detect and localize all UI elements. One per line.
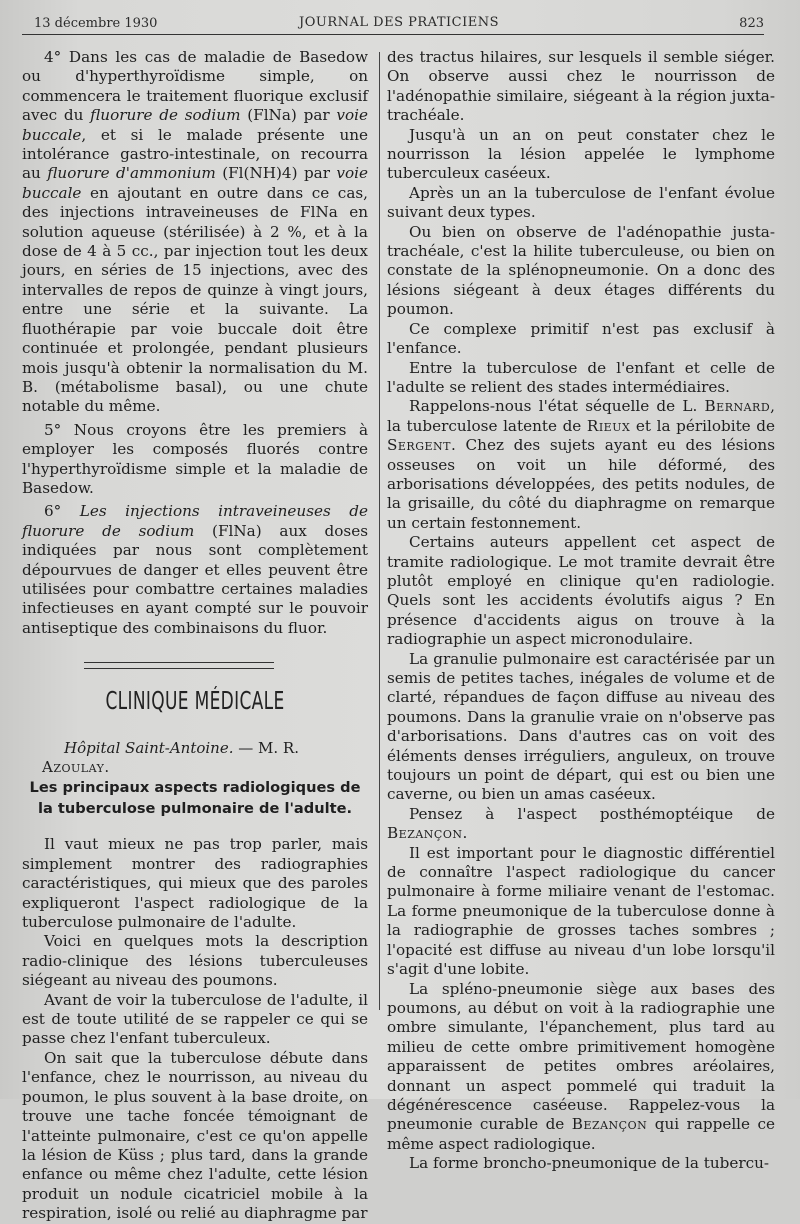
article-paragraph-11: Certains auteurs appellent cet aspect de tramite radiologique. Le mot tramite devrait être plutôt employé en clinique qu'en radiologie. Quels sont les accidents évolutifs aigus ? En présence d'accidents aigus on trouve à la radiographie un aspect micronodulaire. bbox=[387, 533, 775, 649]
article-paragraph-2: Voici en quelques mots la description radio-clinique des lésions tuberculeuses siégeant au niveau des poumons. bbox=[22, 932, 368, 990]
article-paragraph-5: Jusqu'à un an on peut constater chez le nourrisson la lésion appelée le lymphome tuberculeux caséeux. bbox=[387, 125, 775, 183]
section-title: CLINIQUE MÉDICALE bbox=[105, 686, 285, 716]
hospital-line: Hôpital Saint-Antoine. — M. R. Azoulay. bbox=[42, 738, 299, 776]
article-paragraph-3: Avant de voir la tuberculose de l'adulte, il est de toute utilité de se rappeler ce qui se passe chez l'enfant tuberculeux. bbox=[22, 990, 368, 1048]
paragraph-6: 6° Les injections intraveineuses de fluorure de sodium (FlNa) aux doses indiquées par nous sont complètement dépourvues de danger et elles peuvent être utilisées pour combattre certaines maladies infectieuses en ayant compté sur le pouvoir antiseptique des combinaisons du fluor. bbox=[22, 502, 368, 637]
header-rule bbox=[22, 34, 764, 35]
article-paragraph-15: La spléno-pneumonie siège aux bases des poumons, au début on voit à la radiographie une ombre simulante, l'épanchement, plus tard au milieu de cette ombre primitivement homogène apparaissent de petites ombres aréolaires, donnant un aspect pommelé qui traduit la dégénérescence caséeuse. Rappelez-vous la pneumonie curable de Bezançon qui rappelle ce même aspect radiologique. bbox=[387, 979, 775, 1153]
article-paragraph-10: Rappelons-nous l'état séquelle de L. Bernard, la tuberculose latente de Rieux et la périlobite de Sergent. Chez des sujets ayant eu des lésions osseuses on voit un hile déformé, des arborisations développées, des petits nodules, de la grisaille, du côté du diaphragme on remarque un certain festonnement. bbox=[387, 397, 775, 532]
article-paragraph-12: La granulie pulmonaire est caractérisée par un semis de petites taches, inégales de volume et de clarté, répandues de façon diffuse au niveau des poumons. Dans la granulie vraie on n'observe pas d'arborisations. Dans d'autres cas on voit des éléments denses irréguliers, anguleux, on trouve toujours un point de départ, qui est ou bien une caverne, ou bien un amas caséeux. bbox=[387, 649, 775, 804]
paragraph-4: 4° Dans les cas de maladie de Basedow ou d'hyperthyroïdisme simple, on commencera le traitement fluorique exclusif avec du fluorure de sodium (FlNa) par voie buccale, et si le malade présente une intolérance gastro-intestinale, on recourra au fluorure d'ammonium (Fl(NH)4) par voie buccale en ajoutant en outre dans ce cas, des injections intraveineuses de FlNa en solution aqueuse (stérilisée) à 2 %, et à la dose de 4 à 5 cc., par injection tout les deux jours, en séries de 15 injections, avec des intervalles de repos de quinze à vingt jours, entre une série et la suivante. La fluothérapie par voie buccale doit être continuée et prolongée, pendant plusieurs mois jusqu'à obtenir la normalisation du M. B. (métabolisme basal), ou une chute notable du même. bbox=[22, 48, 368, 416]
article-paragraph-13: Pensez à l'aspect posthémoptéique de Bezançon. bbox=[387, 804, 775, 843]
article-paragraph-1: Il vaut mieux ne pas trop parler, mais simplement montrer des radiographies caractéristiques, qui mieux que des paroles expliqueront l'aspect radiologique de la tuberculose pulmonaire de l'adulte. bbox=[22, 835, 368, 932]
article-paragraph-continued: des tractus hilaires, sur lesquels il semble siéger. On observe aussi chez le nourrisson de l'adénopathie similaire, siégeant à la région juxta-trachéale. bbox=[387, 48, 775, 125]
article-paragraph-16: La forme broncho-pneumonique de la tubercu- bbox=[409, 1154, 770, 1173]
header-date: 13 décembre 1930 bbox=[34, 16, 158, 31]
paragraph-5: 5° Nous croyons être les premiers à employer les composés fluorés contre l'hyperthyroïdisme simple et la maladie de Basedow. bbox=[22, 420, 368, 497]
header-journal-title: JOURNAL DES PRATICIENS bbox=[299, 15, 499, 30]
article-paragraph-4: On sait que la tuberculose débute dans l'enfance, chez le nourrisson, au niveau du poumon, le plus souvent à la base droite, on trouve une tache foncée témoignant de l'atteinte pulmonaire, c'est ce qu'on appelle la lésion de Küss ; plus tard, dans la grande enfance ou même chez l'adulte, cette lésion produit un nodule cicatriciel mobile à la respiration, isolé ou relié au diaphragme par bbox=[22, 1048, 368, 1223]
column-divider bbox=[379, 52, 380, 1010]
right-column bbox=[387, 48, 775, 1174]
left-column bbox=[22, 48, 368, 1224]
article-paragraph-14: Il est important pour le diagnostic différentiel de connaître l'aspect radiologique du cancer pulmonaire à forme miliaire venant de l'estomac. La forme pneumonique de la tuberculose donne à la radiographie de grosses taches sombres ; l'opacité est diffuse au niveau d'un lobe lorsqu'il s'agit d'une lobite. bbox=[387, 843, 775, 979]
article-title: Les principaux aspects radiologiques de la tuberculose pulmonaire de l'adulte. bbox=[29, 779, 361, 818]
article-paragraph-8: Ce complexe primitif n'est pas exclusif à l'enfance. bbox=[387, 319, 775, 358]
article-paragraph-6: Après un an la tuberculose de l'enfant évolue suivant deux types. bbox=[387, 183, 775, 222]
article-paragraph-7: Ou bien on observe de l'adénopathie justa-trachéale, c'est la hilite tuberculeuse, ou bien on constate de la splénopneumonie. On a donc des lésions siégeant à deux étages différents du poumon. bbox=[387, 222, 775, 319]
header-page-number: 823 bbox=[739, 16, 764, 31]
section-separator bbox=[84, 662, 274, 669]
article-paragraph-9: Entre la tuberculose de l'enfant et celle de l'adulte se relient des stades intermédiaires. bbox=[387, 358, 775, 396]
page-header bbox=[34, 14, 764, 34]
